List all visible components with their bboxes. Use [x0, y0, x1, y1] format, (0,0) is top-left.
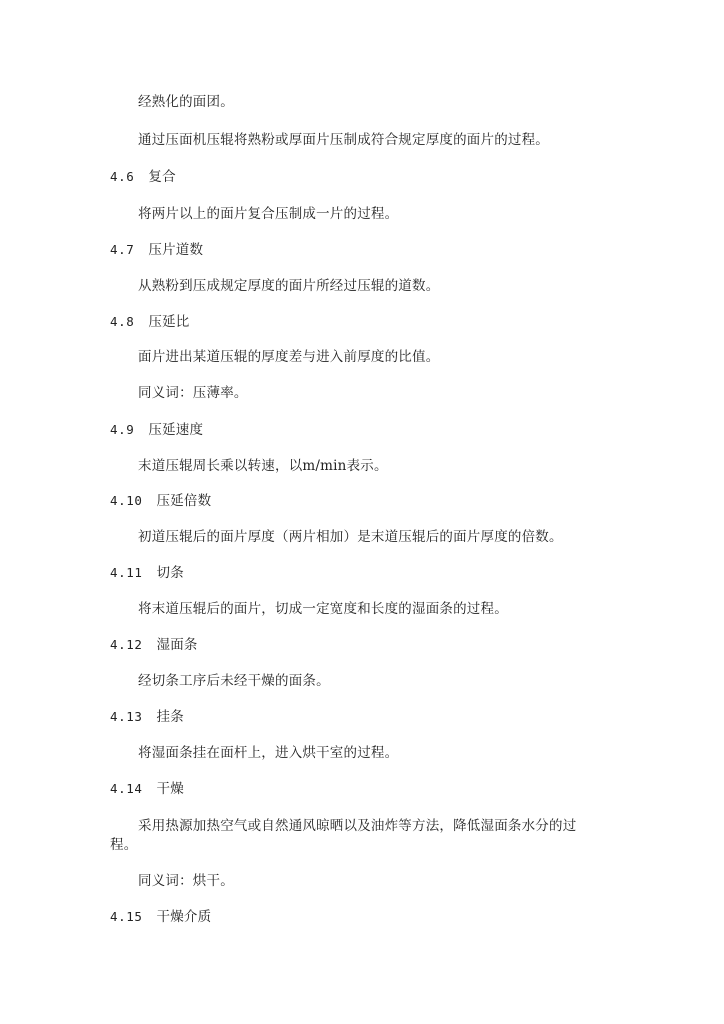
paragraph: 经熟化的面团。 [138, 94, 234, 110]
section-title: 压延倍数 [156, 493, 212, 509]
section-title: 干燥介质 [156, 909, 212, 925]
section-title: 压延速度 [148, 422, 204, 438]
section-heading [110, 708, 184, 726]
section-heading [110, 564, 184, 582]
section-heading [110, 313, 190, 331]
paragraph: 同义词：烘干。 [138, 873, 234, 889]
paragraph: 末道压辊周长乘以转速，以m/min表示。 [138, 458, 388, 474]
paragraph: 经切条工序后未经干燥的面条。 [138, 673, 330, 689]
paragraph: 面片进出某道压辊的厚度差与进入前厚度的比值。 [138, 349, 440, 365]
section-heading [110, 780, 184, 798]
section-title: 干燥 [156, 781, 184, 797]
section-title: 复合 [148, 169, 176, 185]
section-heading [110, 168, 176, 186]
paragraph: 将湿面条挂在面杆上，进入烘干室的过程。 [138, 745, 399, 761]
section-title: 挂条 [156, 709, 184, 725]
section-title: 压延比 [148, 314, 190, 330]
section-title: 压片道数 [148, 242, 204, 258]
section-number: 4.6 [110, 169, 135, 184]
section-number: 4.13 [110, 709, 143, 724]
section-number: 4.14 [110, 781, 143, 796]
paragraph: 将两片以上的面片复合压制成一片的过程。 [138, 206, 399, 222]
section-heading [110, 908, 211, 926]
section-number: 4.9 [110, 422, 135, 437]
section-number: 4.7 [110, 242, 135, 257]
paragraph: 通过压面机压辊将熟粉或厚面片压制成符合规定厚度的面片的过程。 [138, 132, 549, 148]
section-title: 切条 [156, 565, 184, 581]
section-number: 4.11 [110, 565, 143, 580]
section-heading [110, 421, 203, 439]
section-number: 4.12 [110, 637, 143, 652]
paragraph: 同义词：压薄率。 [138, 385, 248, 401]
section-title: 湿面条 [156, 637, 198, 653]
section-heading [110, 492, 211, 510]
section-heading [110, 636, 198, 654]
section-number: 4.15 [110, 909, 143, 924]
paragraph: 初道压辊后的面片厚度（两片相加）是末道压辊后的面片厚度的倍数。 [138, 529, 563, 545]
section-number: 4.10 [110, 493, 143, 508]
paragraph: 将末道压辊后的面片，切成一定宽度和长度的湿面条的过程。 [138, 601, 508, 617]
section-number: 4.8 [110, 314, 135, 329]
paragraph: 采用热源加热空气或自然通风晾晒以及油炸等方法，降低湿面条水分的过程。 [110, 818, 577, 853]
paragraph: 从熟粉到压成规定厚度的面片所经过压辊的道数。 [138, 278, 440, 294]
section-heading [110, 241, 203, 259]
